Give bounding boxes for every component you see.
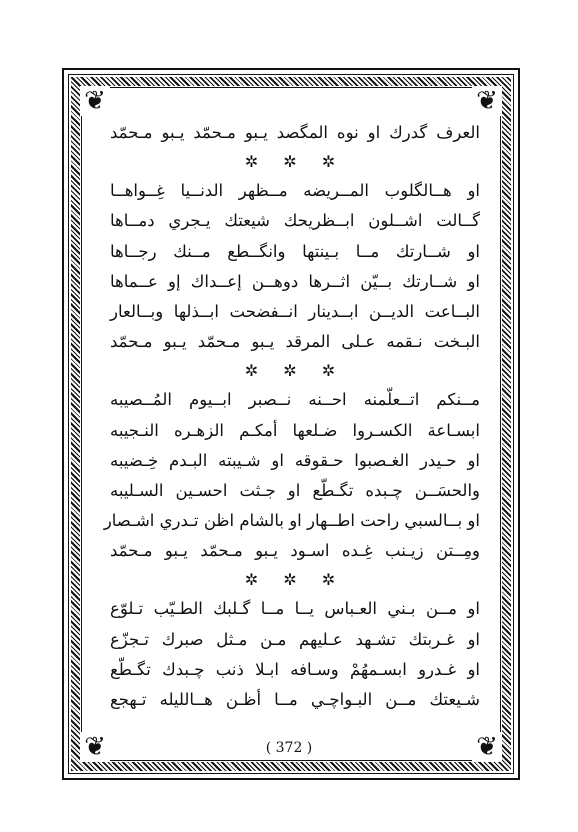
poem-line: البــاعت الديــن ابــدينار انــفضحت ابــذلها وبــالعار [110, 301, 480, 321]
poem-line: او حـيدر الغـصبوا حـقوقه او شـيبته البـدم خِـضيبه [110, 450, 480, 470]
poem-text [103, 118, 480, 715]
poem-line: او غـربتك تشـهد عـليهم مـن مـثل صبرك تـجزّع [110, 629, 480, 649]
poem-line: مــنكم اتــعلّمنه احــنه نــصبر ابــيوم المُــصيبه [110, 390, 480, 410]
poem-line: ومِــتن زيـنب غِـده اسـود يـبو مـحمّد يـبو مـحمّد [110, 541, 480, 561]
page-number: ( 372 ) [265, 740, 313, 756]
poem-line: العرف گدرك او نوه المگصد يـبو مـحمّد يـبو مـحمّد [110, 123, 480, 142]
poem-line: او غـدرو ابسـمهُمْ وسـافه ابـلا ذنب چـبدك تگـطّع [110, 659, 480, 679]
floral-ornament-icon: ❦ [472, 86, 502, 116]
star-separator: ✲ ✲ ✲ [244, 361, 346, 381]
floral-ornament-icon: ❦ [472, 732, 502, 762]
poem-line: البـخت نـقمه عـلى المرقد يـبو مـحمّد يـبو مـحمّد [110, 332, 480, 352]
poem-line: او مــن بـني العـباس يــا مــا گـلبك الطـيّب تـلوّع [110, 599, 480, 619]
floral-ornament-icon: ❦ [80, 732, 110, 762]
poem-line: ابسـاعة الكسـروا ضـلعها أمكـم الزهـره النـجيبه [110, 420, 480, 440]
poem-line: گــالت اشــلون ابــظريحك شيعتك يـجري دمــاها [110, 211, 480, 231]
poem-line: شـيعتك مــن البـواچـي مــا أظـن هــالليله تـهجع [110, 690, 480, 709]
star-separator: ✲ ✲ ✲ [244, 570, 346, 590]
poem-line: او بــالسبي راحت اطــهار او بالشام اظن تـدري اشـصار [103, 511, 480, 531]
star-separator: ✲ ✲ ✲ [244, 152, 346, 172]
poem-line: والحسَــن چـبده تگـطّع او جـثت احسـين السـليبه [110, 480, 480, 500]
floral-ornament-icon: ❦ [80, 86, 110, 116]
poem-line: او شــارتك بــيّن اثــرها دوهــن إعــداك إو عــماها [110, 271, 480, 291]
poem-line: او شــارتك مــا بـينتها وانگــطع مــنك رجــاها [110, 241, 480, 261]
poem-line: او هــالگلوب المــريضه مــظهر الدنــيا غِــواهــا [110, 181, 480, 201]
